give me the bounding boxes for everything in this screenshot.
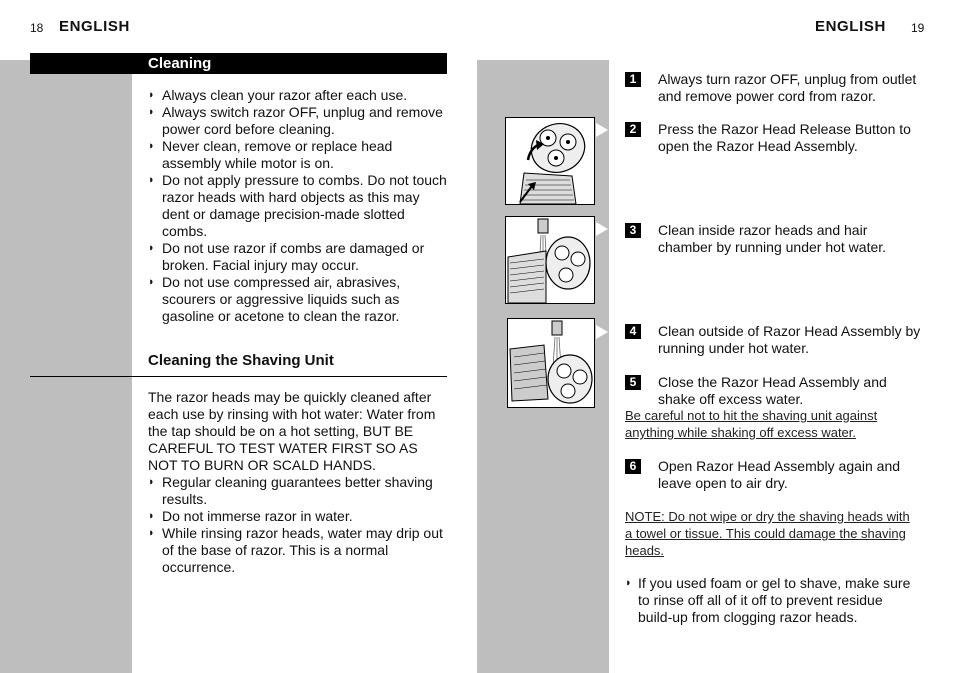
bullet-icon: ◗ bbox=[148, 510, 155, 522]
step-text: Press the Razor Head Release Button to open the Razor Head Assembly. bbox=[658, 121, 911, 154]
unit-bullet-list bbox=[148, 474, 448, 576]
rinse-outside-illustration bbox=[507, 318, 595, 408]
step-number: 5 bbox=[625, 375, 641, 390]
bullet-icon: ◗ bbox=[148, 527, 155, 539]
step-text: Clean outside of Razor Head Assembly by running under hot water. bbox=[658, 323, 921, 356]
step-1 bbox=[625, 71, 925, 105]
step-number: 6 bbox=[625, 459, 641, 474]
final-bullet-text: If you used foam or gel to shave, make sure to rinse off all of it off to prevent residue build-up from clogging razor heads. bbox=[638, 575, 911, 625]
step-text: Always turn razor OFF, unplug from outlet and remove power cord from razor. bbox=[658, 71, 917, 104]
list-item: ◗ Do not apply pressure to combs. Do not touch razor heads with hard objects as this may dent or damage precision-made slotted combs. bbox=[148, 172, 447, 239]
bullet-icon: ◗ bbox=[148, 106, 155, 118]
figure-pointer bbox=[596, 123, 608, 137]
list-item: ◗ Regular cleaning guarantees better shaving results. bbox=[148, 474, 433, 507]
list-item: ◗ While rinsing razor heads, water may drip out of the base of razor. This is a normal occurrence. bbox=[148, 525, 443, 575]
step-number: 1 bbox=[625, 72, 641, 87]
razor-open-icon bbox=[506, 118, 594, 204]
list-item: ◗ Always clean your razor after each use. bbox=[148, 87, 408, 103]
left-margin-panel bbox=[0, 60, 132, 673]
intro-paragraph: The razor heads may be quickly cleaned after each use by rinsing with hot water: Water from the tap should be on a hot setting, BUT BE CAREFUL TO TEST WATER FIRST SO AS NOT TO BURN OR SCALD HANDS. bbox=[148, 389, 436, 473]
list-item: ◗ Do not use compressed air, abrasives, scourers or aggressive liquids such as gasoline or acetone to clean the razor. bbox=[148, 274, 401, 324]
cleaning-bullet-list bbox=[148, 87, 448, 325]
list-item: ◗ Never clean, remove or replace head assembly while motor is on. bbox=[148, 138, 393, 171]
bullet-icon: ◗ bbox=[148, 276, 155, 288]
list-item: ◗ Do not use razor if combs are damaged or broken. Facial injury may occur. bbox=[148, 240, 425, 273]
figure-pointer bbox=[596, 325, 608, 339]
step-6 bbox=[625, 458, 925, 492]
step-number: 3 bbox=[625, 223, 641, 238]
step-5 bbox=[625, 374, 925, 408]
page-number-left: 18 bbox=[30, 21, 44, 35]
step-text: Clean inside razor heads and hair chamber by running under hot water. bbox=[658, 222, 887, 255]
section-title: Cleaning bbox=[148, 55, 212, 72]
page-number-right: 19 bbox=[911, 21, 925, 35]
bullet-icon: ◗ bbox=[148, 476, 155, 488]
step-number: 2 bbox=[625, 122, 641, 137]
step-number: 4 bbox=[625, 324, 641, 339]
rinse-inside-icon bbox=[506, 217, 594, 303]
final-bullet bbox=[625, 575, 915, 626]
list-item: ◗ Do not immerse razor in water. bbox=[148, 508, 353, 524]
list-item: ◗ Always switch razor OFF, unplug and remove power cord before cleaning. bbox=[148, 104, 443, 137]
header-right: ENGLISH bbox=[815, 18, 886, 35]
razor-open-illustration bbox=[505, 117, 595, 205]
bullet-icon: ◗ bbox=[148, 242, 155, 254]
caution-note: Be careful not to hit the shaving unit against anything while shaking off excess water. bbox=[625, 408, 878, 440]
subsection-title: Cleaning the Shaving Unit bbox=[148, 352, 334, 369]
step-4 bbox=[625, 323, 925, 357]
step-text: Close the Razor Head Assembly and shake off excess water. bbox=[658, 374, 887, 407]
bullet-icon: ◗ bbox=[625, 577, 632, 589]
rinse-inside-illustration bbox=[505, 216, 595, 304]
section-divider bbox=[30, 376, 447, 377]
section-title-band bbox=[30, 53, 447, 74]
bullet-icon: ◗ bbox=[148, 174, 155, 186]
step-2 bbox=[625, 121, 925, 155]
step-3 bbox=[625, 222, 925, 256]
header-left: ENGLISH bbox=[59, 18, 130, 35]
rinse-outside-icon bbox=[508, 319, 594, 407]
figure-pointer bbox=[596, 222, 608, 236]
bullet-icon: ◗ bbox=[148, 140, 155, 152]
step-text: Open Razor Head Assembly again and leave open to air dry. bbox=[658, 458, 901, 491]
note-text: NOTE: Do not wipe or dry the shaving heads with a towel or tissue. This could damage the shaving heads. bbox=[625, 509, 910, 558]
bullet-icon: ◗ bbox=[148, 89, 155, 101]
